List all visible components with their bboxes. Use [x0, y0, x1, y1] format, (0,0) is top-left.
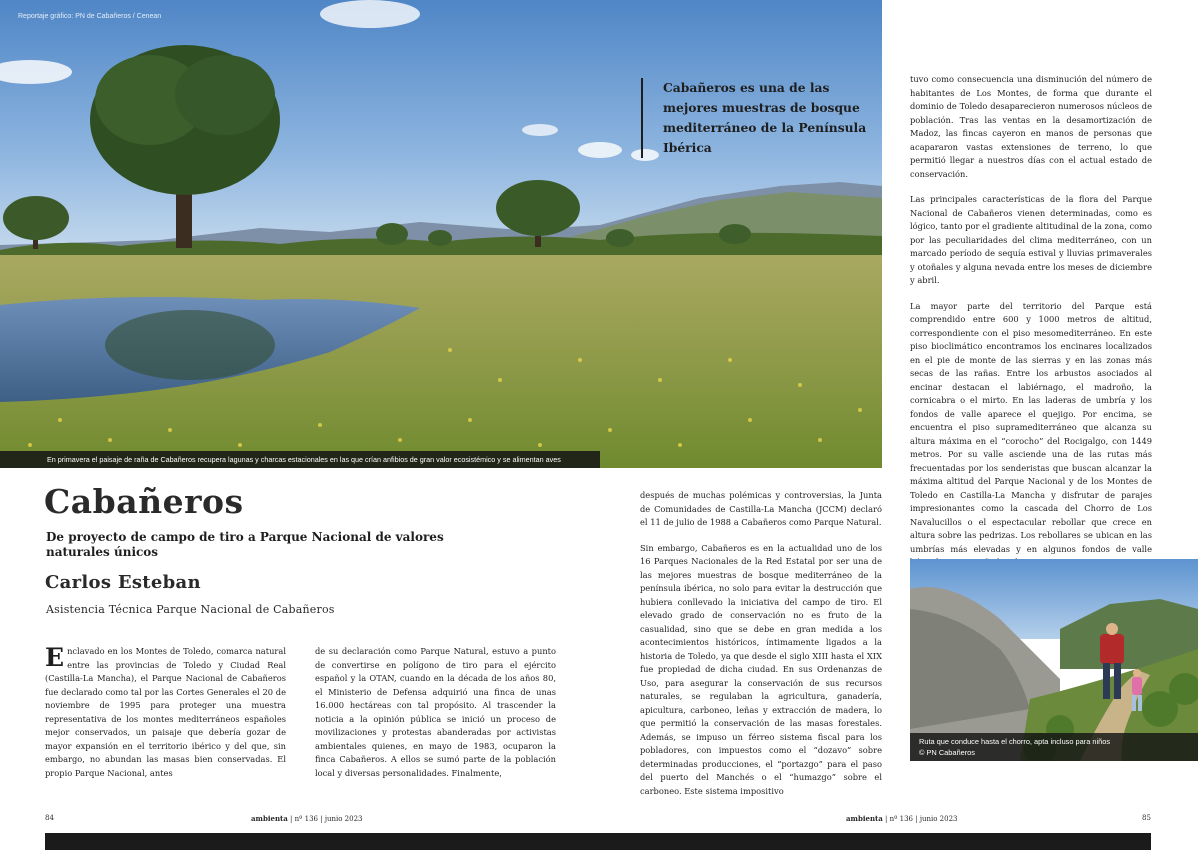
body-column-4: [910, 73, 1152, 622]
author-name: Carlos Esteban: [45, 572, 201, 593]
paragraph: de su declaración como Parque Natural, estuvo a punto de convertirse en polígono de tiro para el ejército español y la OTAN, cuando en la década de los años 80, el Ministerio de Defensa adquirió una finca de unas 16.000 hectáreas con tal propósito. Al trascender la noticia a la opinión pública se inició un proceso de movilizaciones y protestas abanderadas por activistas ambientales quienes, en mayo de 1983, ocuparon la finca Cabañeros. A ellos se sumó parte de la población local y diversas personalidades. Finalmente,: [315, 646, 556, 778]
trail-hikers-illustration: [910, 559, 1198, 761]
folio-left: [251, 814, 363, 823]
paragraph: Las principales características de la flora del Parque Nacional de Cabañeros vienen determinadas, como es lógico, tanto por el gradiente altitudinal de la zona, como por las peculiaridades del clima mediterráneo, con un marcado período de sequía estival y lluvias primaverales y otoñales y alguna nevada entre los meses de diciembre y abril.: [910, 194, 1152, 285]
caption-credit: © PN Cabañeros: [919, 747, 975, 757]
drop-cap: E: [45, 643, 65, 672]
hero-photo: [0, 0, 882, 468]
issue-info: | nº 136 | junio 2023: [882, 815, 958, 823]
paragraph: [45, 645, 286, 780]
author-affiliation: Asistencia Técnica Parque Nacional de Cabañeros: [46, 603, 335, 616]
magazine-name: ambienta: [846, 814, 883, 823]
paragraph: después de muchas polémicas y controversias, la Junta de Comunidades de Castilla-La Mancha (JCCM) declaró el 11 de julio de 1988 a Cabañeros como Parque Natural.: [640, 490, 882, 527]
page-number-left: 84: [45, 814, 54, 822]
issue-info: | nº 136 | junio 2023: [287, 815, 363, 823]
pull-quote: Cabañeros es una de las mejores muestras de bosque mediterráneo de la Península Ibérica: [641, 78, 881, 158]
body-column-2: [315, 645, 556, 792]
bottom-bar: [45, 833, 1151, 850]
paragraph-text: nclavado en los Montes de Toledo, comarca natural entre las provincias de Toledo y Ciudad Real (Castilla-La Mancha), el Parque Nacional de Cabañeros fue declarado como tal por las Cortes Generales el 20 de noviembre de 1995 para proteger una muestra representativa de los montes mediterráneos españoles mejor conservados, un paisaje que debería gozar de mayor expansión en el territorio ibérico y del que, sin embargo, no abundan las masas bien conservadas. El propio Parque Nacional, antes: [45, 646, 286, 778]
magazine-name: ambienta: [251, 814, 288, 823]
hero-caption: En primavera el paisaje de raña de Cabañeros recupera lagunas y charcas estacionales en las que crían anfibios de gran valor ecosistémico y se alimentan aves: [0, 451, 600, 468]
paragraph: tuvo como consecuencia una disminución del número de habitantes de Los Montes, de forma que durante el dominio de Toledo desaparecieron numerosos núcleos de población. Tras las ventas en la desamortización de Madoz, las fincas cayeron en manos de personas que acapararon vastas extensiones de terreno, lo que permitió llegar a nuestros días con el actual estado de conservación.: [910, 74, 1152, 179]
caption-text: Ruta que conduce hasta el chorro, apta incluso para niños: [919, 737, 1111, 746]
hero-landscape-illustration: [0, 0, 882, 468]
body-column-3: [640, 489, 882, 810]
article-title: Cabañeros: [44, 482, 244, 521]
paragraph: La mayor parte del territorio del Parque está comprendido entre 600 y 1000 metros de altitud, correspondiente con el piso mesomediterráneo. En este piso bioclimático encontramos los encinares localizados en el pie de monte de las sierras y en las zonas más secas de las rañas. Entre los arbustos asociados al encinar destacan el labiérnago, el madroño, la cornicabra o el mirto. En las laderas de umbría y los fondos de valle aparece el quejigo. Por encima, se encuentra el piso supramediterráneo que alcanza su altura máxima en el “corocho” del Rocigalgo, con 1449 metros. Por su valle asciende una de las rutas más frecuentadas por los senderistas que buscan alcanzar la máxima altitud del Parque Nacional y de los Montes de Toledo en Castilla-La Mancha y disfrutar de parajes impresionantes como la cascada del Chorro de Los Navalucillos o el espectacular rebollar que crece en altura sobre las pedrizas. Los rebollares se ubican en las umbrías más elevadas y en algunos fondos de valle: [910, 300, 1152, 554]
page-number-right: 85: [1142, 814, 1151, 822]
paragraph: Sin embargo, Cabañeros es en la actualidad uno de los 16 Parques Nacionales de la Red Estatal por ser una de las mejores muestras de bosque mediterráneo de la península ibérica, no solo para evitar la destrucción que hubiera conllevado la iniciativa del campo de tiro. El elevado grado de conservación no es fruto de la casualidad, sino que se debe en gran medida a los acontecimientos históricos, íntimamente ligados a la historia de Toledo, ya que desde el siglo XIII hasta el XIX fue propiedad de dicha ciudad. En sus Ordenanzas de Uso, para asegurar la conservación de sus recursos naturales, se regulaban la agricultura, ganadería, apicultura, carboneo, leñas y extracción de madera, lo que permitió la conservación de las masas forestales. Además, se impuso un férreo sistema fiscal para los pobladores, con impuestos como el “dozavo” sobre determinadas producciones, el “portazgo” para el paso del puerto del Manchés o el “humazgo” sobre el carboneo. Este sistema impositivo: [640, 542, 882, 796]
article-subtitle: De proyecto de campo de tiro a Parque Nacional de valores naturales únicos: [46, 530, 444, 559]
body-column-1: [45, 645, 286, 792]
trail-photo: [910, 559, 1198, 761]
trail-photo-caption: [910, 733, 1198, 761]
photo-credit: Reportaje gráfico: PN de Cabañeros / Cenean: [18, 13, 162, 20]
folio-right: [846, 814, 958, 823]
